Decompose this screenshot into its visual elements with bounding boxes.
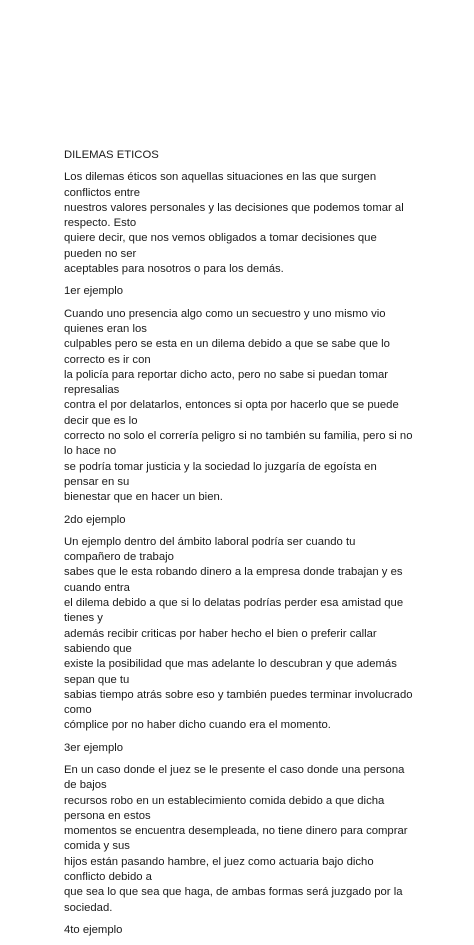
example-4-heading: 4to ejemplo [64,923,123,936]
intro-paragraph: Los dilemas éticos son aquellas situaciones en las que surgen conflictos entre nuestros valores personales y las decisiones que podemos tomar al respecto. Esto quiere decir, que nos vemos obligados a tomar decisiones que pueden no ser aceptables para nosotros o para los demás. [64,171,404,276]
example-3-paragraph: En un caso donde el juez se le presente el caso donde una persona de bajos recursos robo en un establecimiento comida debido a que dicha persona en estos momentos se encuentra desempleada, no tiene dinero para comprar comida y sus hijos están pasando hambre, el juez como actuaria bajo dicho conflicto debido a que sea lo que sea que haga, de ambas formas será juzgado por la sociedad. [64,763,408,914]
document-page [64,148,414,945]
example-1-paragraph: Cuando uno presencia algo como un secuestro y uno mismo vio quienes eran los culpables pero se esta en un dilema debido a que se sabe que lo correcto es ir con la policía para reportar dicho acto, pero no sabe si puedan tomar represalias contra el por delatarlos, entonces si opta por hacerlo que se puede decir que es lo correcto no solo el correría peligro si no también su familia, pero si no lo hace no se podría tomar justicia y la sociedad lo juzgaría de egoísta en pensar en su bienestar que en hacer un bien. [64,307,413,504]
page-title: DILEMAS ETICOS [64,149,159,161]
example-2-heading: 2do ejemplo [64,513,126,526]
example-3-heading: 3er ejemplo [64,741,124,754]
example-2-paragraph: Un ejemplo dentro del ámbito laboral podría ser cuando tu compañero de trabajo sabes que le esta robando dinero a la empresa donde trabajan y es cuando entra el dilema debido a que si lo delatas podrías perder esa amistad que tienes y además recibir criticas por haber hecho el bien o preferir callar sabiendo que existe la posibilidad que mas adelante lo descubran y que además sepan que tu sabias tiempo atrás sobre eso y también puedes terminar involucrado como cómplice por no haber dicho cuando era el momento. [64,535,413,732]
example-1-heading: 1er ejemplo [64,285,124,298]
